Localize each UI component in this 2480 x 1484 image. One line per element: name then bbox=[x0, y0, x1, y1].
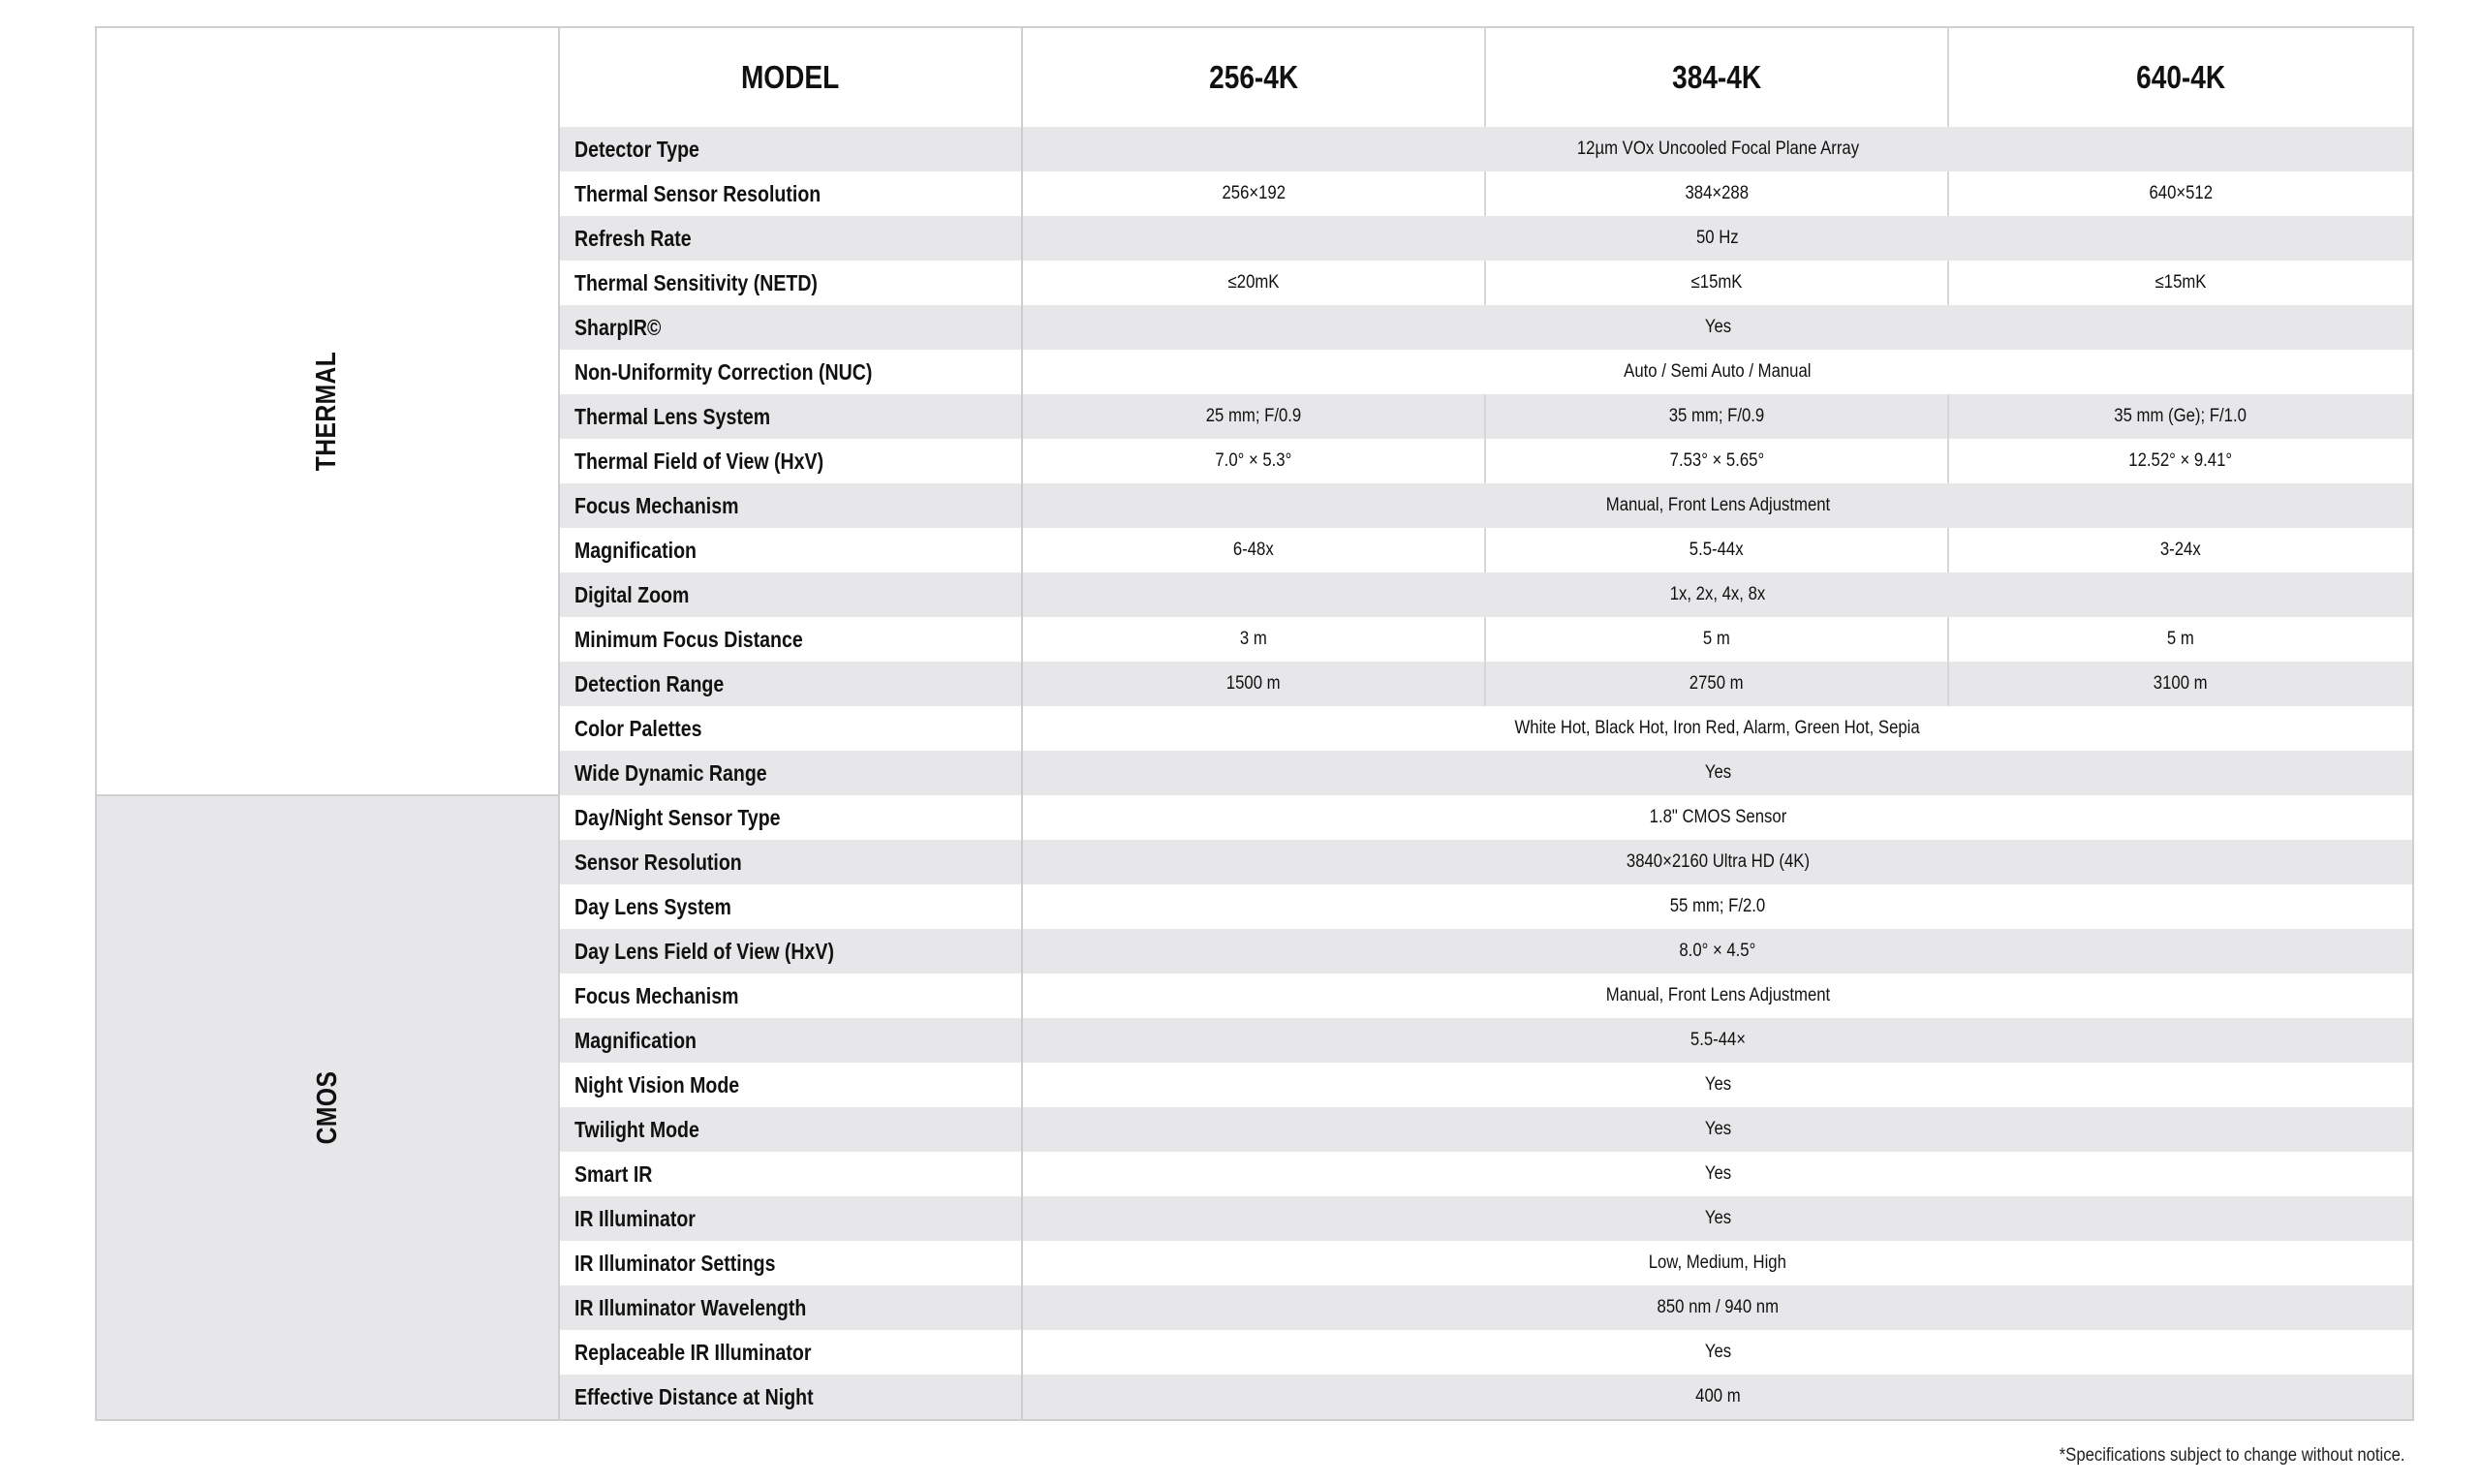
spec-label-cell bbox=[559, 1241, 1022, 1285]
spec-value-cell bbox=[1485, 439, 1948, 483]
spec-value: 256×192 bbox=[1222, 183, 1286, 203]
header-row bbox=[96, 27, 2413, 127]
spec-label-cell bbox=[559, 706, 1022, 751]
spec-value: 35 mm (Ge); F/1.0 bbox=[2114, 406, 2248, 426]
spec-label: IR Illuminator bbox=[574, 1205, 696, 1231]
spec-value-cell bbox=[1022, 884, 2413, 929]
spec-label-cell bbox=[559, 974, 1022, 1018]
spec-label: Wide Dynamic Range bbox=[574, 759, 767, 786]
spec-value: 5 m bbox=[1703, 629, 1730, 649]
model-name: 384-4K bbox=[1671, 59, 1761, 95]
spec-label: Minimum Focus Distance bbox=[574, 626, 803, 652]
spec-label: Sensor Resolution bbox=[574, 849, 742, 875]
spec-value-cell bbox=[1022, 261, 1485, 305]
spec-label-cell bbox=[559, 1375, 1022, 1420]
spec-value-cell bbox=[1022, 617, 1485, 662]
spec-value-cell bbox=[1022, 305, 2413, 350]
spec-value: 50 Hz bbox=[1696, 228, 1739, 248]
spec-label-cell bbox=[559, 305, 1022, 350]
spec-value: 55 mm; F/2.0 bbox=[1669, 896, 1766, 916]
spec-value: 850 nm / 940 nm bbox=[1657, 1297, 1779, 1317]
spec-value: 25 mm; F/0.9 bbox=[1205, 406, 1302, 426]
spec-label: Magnification bbox=[574, 1027, 697, 1053]
spec-value: ≤15mK bbox=[2154, 272, 2207, 293]
spec-label: Twilight Mode bbox=[574, 1116, 699, 1142]
spec-label-cell bbox=[559, 1018, 1022, 1063]
spec-value: ≤20mK bbox=[1227, 272, 1280, 293]
spec-label-cell bbox=[559, 394, 1022, 439]
spec-label-cell bbox=[559, 662, 1022, 706]
spec-value-cell bbox=[1948, 662, 2413, 706]
spec-value-cell bbox=[1948, 171, 2413, 216]
spec-value: Yes bbox=[1704, 317, 1731, 337]
spec-label: Digital Zoom bbox=[574, 581, 690, 607]
spec-value: 3 m bbox=[1240, 629, 1267, 649]
spec-label-cell bbox=[559, 1285, 1022, 1330]
spec-value-cell bbox=[1022, 706, 2413, 751]
spec-value: 384×288 bbox=[1685, 183, 1749, 203]
spec-label-cell bbox=[559, 572, 1022, 617]
spec-value-cell bbox=[1022, 751, 2413, 795]
spec-value-cell bbox=[1022, 1107, 2413, 1152]
spec-value-cell bbox=[1485, 662, 1948, 706]
spec-value-cell bbox=[1485, 394, 1948, 439]
spec-value: 35 mm; F/0.9 bbox=[1668, 406, 1765, 426]
spec-label-cell bbox=[559, 1330, 1022, 1375]
spec-label: IR Illuminator Settings bbox=[574, 1250, 776, 1276]
spec-table bbox=[95, 26, 2414, 1421]
spec-value-cell bbox=[1022, 1375, 2413, 1420]
spec-value: 1.8" CMOS Sensor bbox=[1649, 807, 1786, 827]
spec-label: Smart IR bbox=[574, 1160, 653, 1187]
spec-label: Night Vision Mode bbox=[574, 1071, 740, 1098]
spec-label: Thermal Sensitivity (NETD) bbox=[574, 269, 818, 295]
spec-label: Thermal Lens System bbox=[574, 403, 771, 429]
spec-label-cell bbox=[559, 1063, 1022, 1107]
spec-value: Yes bbox=[1704, 1119, 1731, 1139]
spec-value: Yes bbox=[1704, 1163, 1731, 1184]
spec-value: Manual, Front Lens Adjustment bbox=[1605, 985, 1830, 1005]
spec-label-cell bbox=[559, 171, 1022, 216]
spec-value-cell bbox=[1022, 1018, 2413, 1063]
model-column-640 bbox=[1948, 27, 2413, 127]
spec-value-cell bbox=[1485, 261, 1948, 305]
section-thermal bbox=[96, 27, 559, 795]
spec-value-cell bbox=[1022, 528, 1485, 572]
spec-label-cell bbox=[559, 528, 1022, 572]
spec-value-cell bbox=[1022, 171, 1485, 216]
spec-label-cell bbox=[559, 840, 1022, 884]
spec-label-cell bbox=[559, 617, 1022, 662]
spec-label-cell bbox=[559, 127, 1022, 171]
spec-value-cell bbox=[1948, 261, 2413, 305]
spec-value-cell bbox=[1022, 1063, 2413, 1107]
spec-value-cell bbox=[1948, 528, 2413, 572]
spec-value: Yes bbox=[1704, 1208, 1731, 1228]
spec-label: Thermal Field of View (HxV) bbox=[574, 448, 824, 474]
spec-label: Detection Range bbox=[574, 670, 725, 696]
spec-value-cell bbox=[1022, 350, 2413, 394]
spec-label-cell bbox=[559, 1107, 1022, 1152]
spec-value: 5 m bbox=[2167, 629, 2194, 649]
spec-label-cell bbox=[559, 261, 1022, 305]
spec-value: 3840×2160 Ultra HD (4K) bbox=[1626, 851, 1810, 872]
spec-value-cell bbox=[1485, 617, 1948, 662]
spec-value-cell bbox=[1022, 929, 2413, 974]
spec-table-body bbox=[96, 27, 2413, 1420]
spec-label: Focus Mechanism bbox=[574, 982, 739, 1008]
spec-label-cell bbox=[559, 751, 1022, 795]
model-header-label: MODEL bbox=[741, 59, 840, 95]
spec-value-cell bbox=[1022, 127, 2413, 171]
spec-value-cell bbox=[1022, 1152, 2413, 1196]
spec-value-cell bbox=[1022, 394, 1485, 439]
spec-label: Day Lens Field of View (HxV) bbox=[574, 938, 834, 964]
model-column-384 bbox=[1485, 27, 1948, 127]
spec-label: Thermal Sensor Resolution bbox=[574, 180, 822, 206]
spec-value-cell bbox=[1022, 1241, 2413, 1285]
spec-label-cell bbox=[559, 929, 1022, 974]
model-name: 640-4K bbox=[2135, 59, 2225, 95]
spec-value-cell bbox=[1485, 528, 1948, 572]
spec-value-cell bbox=[1022, 795, 2413, 840]
spec-row bbox=[96, 795, 2413, 840]
spec-value-cell bbox=[1022, 216, 2413, 261]
spec-label-cell bbox=[559, 884, 1022, 929]
spec-value: 2750 m bbox=[1690, 673, 1744, 694]
spec-value: 3100 m bbox=[2154, 673, 2208, 694]
spec-label: Replaceable IR Illuminator bbox=[574, 1339, 812, 1365]
spec-label-cell bbox=[559, 216, 1022, 261]
spec-value: ≤15mK bbox=[1690, 272, 1743, 293]
spec-value-cell bbox=[1022, 483, 2413, 528]
spec-value: Yes bbox=[1704, 1342, 1731, 1362]
footnote: *Specifications subject to change without notice. bbox=[2060, 1445, 2405, 1466]
spec-label: Magnification bbox=[574, 537, 697, 563]
spec-value: 8.0° × 4.5° bbox=[1679, 941, 1756, 961]
spec-value-cell bbox=[1022, 662, 1485, 706]
spec-value: 5.5-44x bbox=[1690, 540, 1744, 560]
section-cmos bbox=[96, 795, 559, 1420]
spec-value-cell bbox=[1022, 1196, 2413, 1241]
spec-label: Refresh Rate bbox=[574, 225, 692, 251]
spec-label: Non-Uniformity Correction (NUC) bbox=[574, 358, 873, 385]
spec-label: Color Palettes bbox=[574, 715, 702, 741]
spec-label: IR Illuminator Wavelength bbox=[574, 1294, 807, 1320]
spec-value: 5.5-44× bbox=[1690, 1030, 1746, 1050]
spec-value: White Hot, Black Hot, Iron Red, Alarm, Green Hot, Sepia bbox=[1514, 718, 1921, 738]
spec-label-cell bbox=[559, 795, 1022, 840]
spec-value: 400 m bbox=[1694, 1386, 1741, 1407]
spec-value: 7.53° × 5.65° bbox=[1669, 450, 1764, 471]
spec-value: Low, Medium, High bbox=[1648, 1252, 1787, 1273]
spec-value: 3-24x bbox=[2160, 540, 2201, 560]
spec-value: Auto / Semi Auto / Manual bbox=[1624, 361, 1812, 382]
spec-label-cell bbox=[559, 350, 1022, 394]
spec-value-cell bbox=[1485, 171, 1948, 216]
spec-value: 6-48x bbox=[1233, 540, 1274, 560]
model-column-256 bbox=[1022, 27, 1485, 127]
spec-label-cell bbox=[559, 439, 1022, 483]
spec-value-cell bbox=[1022, 1285, 2413, 1330]
spec-label-cell bbox=[559, 1196, 1022, 1241]
spec-value: 12.52° × 9.41° bbox=[2128, 450, 2233, 471]
spec-value: 640×512 bbox=[2149, 183, 2213, 203]
spec-label: Focus Mechanism bbox=[574, 492, 739, 518]
spec-label: Detector Type bbox=[574, 136, 699, 162]
spec-label: Day Lens System bbox=[574, 893, 731, 919]
section-label-cmos: CMOS bbox=[311, 1070, 343, 1145]
model-name: 256-4K bbox=[1208, 59, 1298, 95]
spec-value: 12µm VOx Uncooled Focal Plane Array bbox=[1576, 139, 1859, 159]
spec-label-cell bbox=[559, 1152, 1022, 1196]
spec-value: Manual, Front Lens Adjustment bbox=[1605, 495, 1830, 515]
spec-value-cell bbox=[1022, 974, 2413, 1018]
model-header-cell bbox=[559, 27, 1022, 127]
spec-value: 1x, 2x, 4x, 8x bbox=[1669, 584, 1766, 604]
section-label-thermal: THERMAL bbox=[311, 351, 343, 472]
spec-value: 7.0° × 5.3° bbox=[1215, 450, 1292, 471]
spec-value-cell bbox=[1948, 617, 2413, 662]
spec-label: Day/Night Sensor Type bbox=[574, 804, 781, 830]
spec-label: SharpIR© bbox=[574, 314, 662, 340]
spec-value-cell bbox=[1022, 1330, 2413, 1375]
spec-value: 1500 m bbox=[1226, 673, 1281, 694]
spec-value: Yes bbox=[1704, 762, 1731, 783]
spec-value-cell bbox=[1022, 840, 2413, 884]
spec-label-cell bbox=[559, 483, 1022, 528]
spec-value-cell bbox=[1022, 572, 2413, 617]
spec-value-cell bbox=[1948, 394, 2413, 439]
spec-value: Yes bbox=[1704, 1074, 1731, 1095]
spec-value-cell bbox=[1948, 439, 2413, 483]
spec-label: Effective Distance at Night bbox=[574, 1383, 814, 1409]
spec-value-cell bbox=[1022, 439, 1485, 483]
